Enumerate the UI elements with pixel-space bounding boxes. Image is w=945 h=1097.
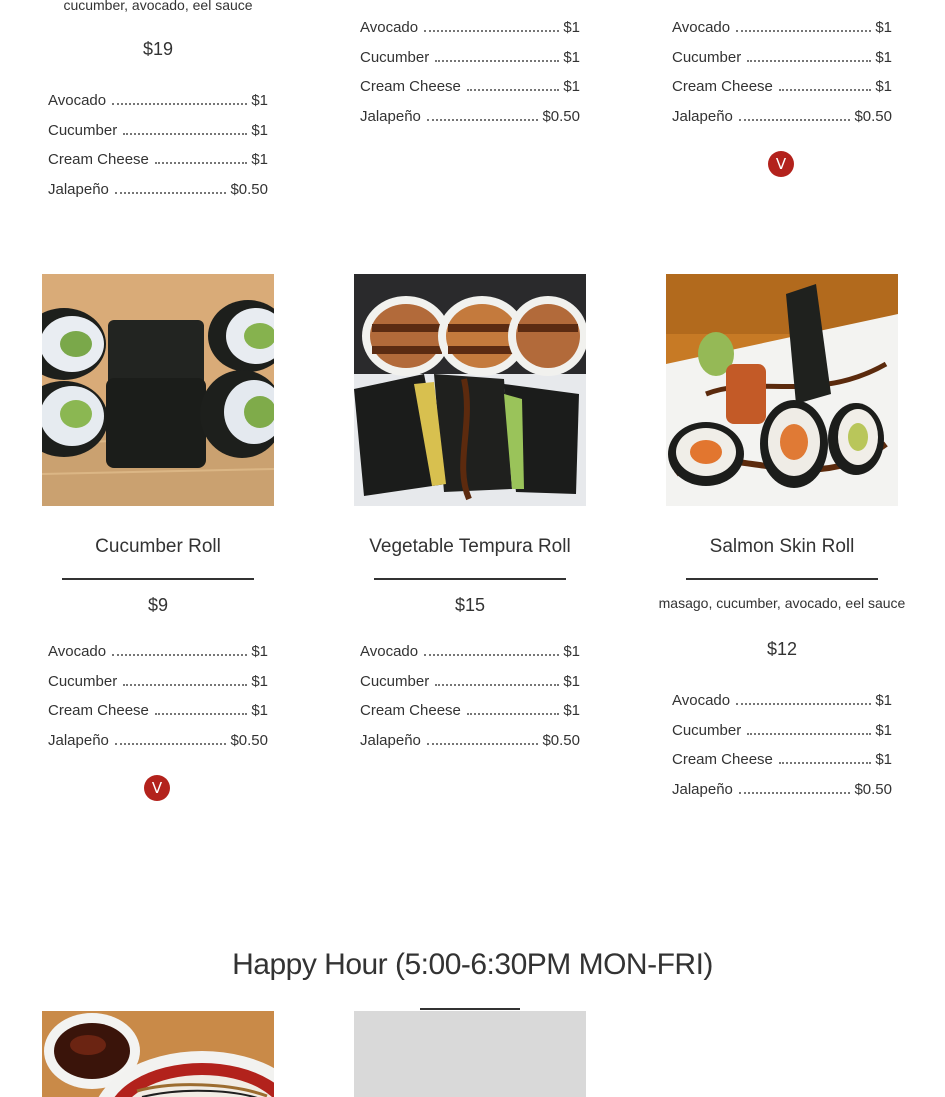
addon-row: Avocado $1: [48, 643, 268, 660]
addon-row: Cucumber $1: [48, 121, 268, 139]
addon-row: Cream Cheese $1: [360, 78, 580, 96]
addon-row: Avocado $1: [672, 692, 892, 709]
vegan-badge: V: [768, 151, 794, 177]
addon-list: [48, 92, 268, 211]
item-price: $9: [147, 595, 169, 615]
title-divider: [686, 578, 878, 580]
addon-row: Cucumber $1: [48, 672, 268, 690]
addon-row: Avocado $1: [48, 92, 268, 109]
addon-list: [672, 692, 892, 811]
menu-item-vegetable-tempura-roll: [354, 536, 586, 616]
item-description: cucumber, avocado, eel sauce: [63, 0, 253, 13]
addon-list: [360, 643, 580, 762]
title-divider: [374, 578, 566, 580]
salmon-skin-roll-photo: [666, 274, 898, 506]
item-price: $19: [142, 39, 174, 59]
vegetable-tempura-roll-photo: [354, 274, 586, 506]
happy-hour-heading: Happy Hour (5:00-6:30PM MON-FRI): [232, 948, 713, 981]
salmon-skin-roll-illustration: [666, 274, 898, 506]
vegetable-tempura-roll-illustration: [354, 274, 586, 506]
item-price: $12: [766, 639, 798, 659]
cucumber-roll-photo: [42, 274, 274, 506]
addon-row: Avocado $1: [672, 19, 892, 36]
addon-row: Jalapeño $0.50: [48, 732, 268, 750]
noodle-bowl-illustration: [42, 1011, 274, 1097]
addon-row: Cucumber $1: [360, 48, 580, 66]
happy-hour-divider: [420, 1008, 520, 1010]
item-title: Cucumber Roll: [95, 536, 221, 557]
addon-row: Jalapeño $0.50: [48, 181, 268, 199]
menu-item-top-1: [42, 0, 274, 60]
addon-row: Jalapeño $0.50: [360, 108, 580, 126]
addon-list: [360, 19, 580, 138]
addon-row: Cream Cheese $1: [672, 751, 892, 769]
addon-row: Avocado $1: [360, 19, 580, 36]
addon-row: Cream Cheese $1: [48, 151, 268, 169]
addon-row: Jalapeño $0.50: [360, 732, 580, 750]
addon-row: Cucumber $1: [672, 721, 892, 739]
addon-row: Jalapeño $0.50: [672, 108, 892, 126]
addon-row: Cucumber $1: [360, 672, 580, 690]
cucumber-roll-illustration: [42, 274, 274, 506]
addon-row: Cream Cheese $1: [672, 78, 892, 96]
addon-row: Cream Cheese $1: [48, 702, 268, 720]
item-description: masago, cucumber, avocado, eel sauce: [658, 595, 906, 611]
happy-hour-photo-2-placeholder: [354, 1011, 586, 1097]
addon-row: Cream Cheese $1: [360, 702, 580, 720]
title-divider: [62, 578, 254, 580]
menu-item-salmon-skin-roll: [658, 536, 906, 660]
vegan-badge: V: [144, 775, 170, 801]
item-title: Salmon Skin Roll: [709, 536, 855, 557]
menu-item-cucumber-roll: [42, 536, 274, 616]
item-price: $15: [454, 595, 486, 615]
addon-row: Cucumber $1: [672, 48, 892, 66]
addon-list: [48, 643, 268, 762]
item-title: Vegetable Tempura Roll: [369, 536, 571, 557]
addon-row: Avocado $1: [360, 643, 580, 660]
addon-row: Jalapeño $0.50: [672, 781, 892, 799]
addon-list: [672, 19, 892, 138]
happy-hour-photo-1: [42, 1011, 274, 1097]
